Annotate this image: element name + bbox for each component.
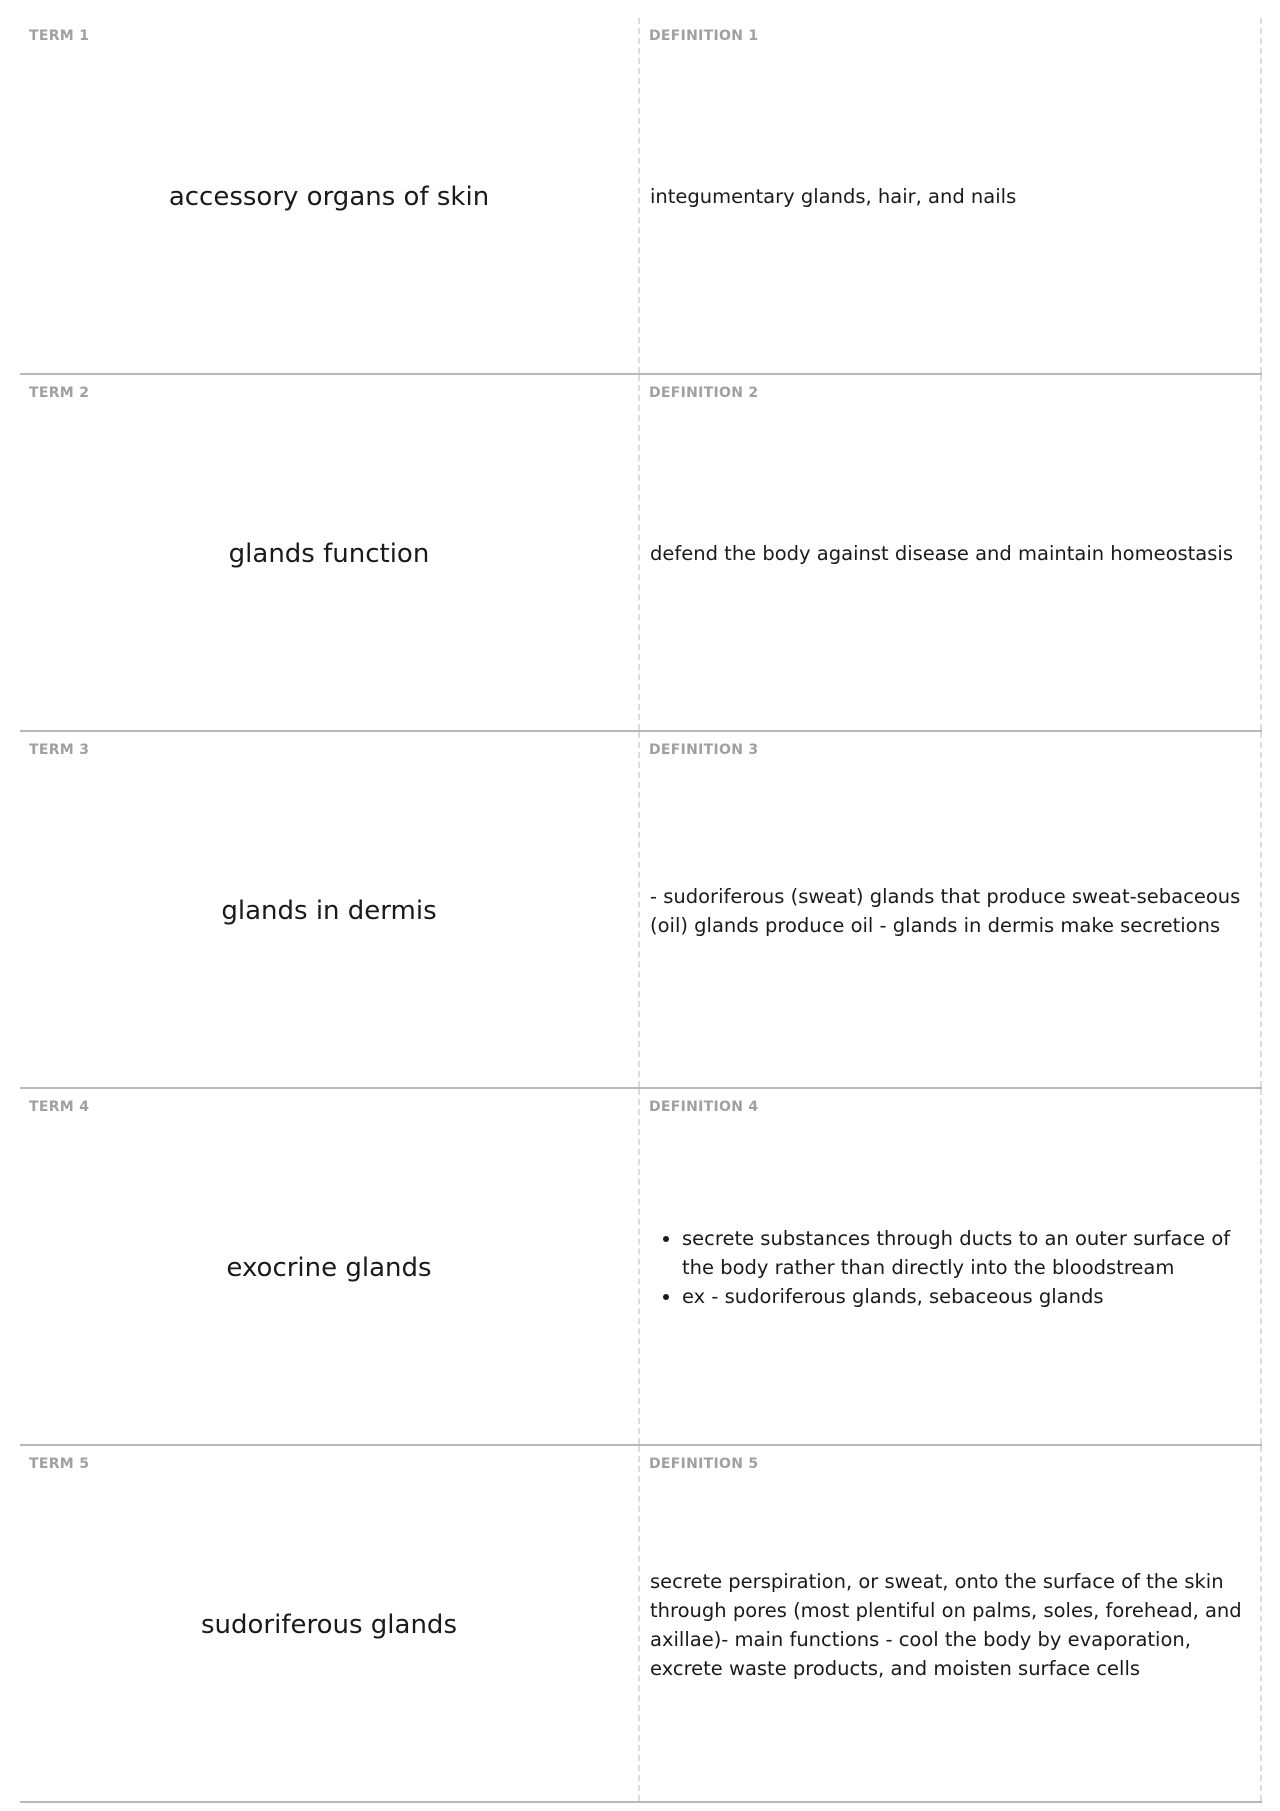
definition-label: DEFINITION 1 — [649, 28, 759, 44]
term-cell — [20, 1446, 640, 1801]
definition-paragraph: defend the body against disease and maintain homeostasis — [650, 542, 1233, 565]
flashcard-row — [20, 375, 1262, 732]
term-label: TERM 3 — [29, 742, 90, 758]
definition-cell — [640, 1089, 1262, 1444]
flashcard-sheet — [20, 18, 1262, 1803]
definition-label: DEFINITION 3 — [649, 742, 759, 758]
definition-cell — [640, 732, 1262, 1087]
term-text: glands function — [228, 538, 430, 569]
definition-label: DEFINITION 2 — [649, 385, 759, 401]
flashcard-row — [20, 1089, 1262, 1446]
definition-text — [650, 732, 1246, 1087]
term-text: sudoriferous glands — [200, 1609, 457, 1640]
definition-paragraph: secrete perspiration, or sweat, onto the surface of the skin through pores (most plentiful on palms, soles, forehead, and axillae)- main functions - cool the body by evaporation, excrete waste products, and moisten surface cells — [650, 1569, 1242, 1680]
term-text: glands in dermis — [221, 895, 437, 926]
definition-bullet: • ex - sudoriferous glands, sebaceous glands — [682, 1282, 1246, 1311]
flashcard-row — [20, 732, 1262, 1089]
term-cell — [20, 18, 640, 373]
term-label: TERM 1 — [29, 28, 90, 44]
definition-bullet: • secrete substances through ducts to an outer surface of the body rather than directly into the bloodstream — [682, 1224, 1246, 1282]
term-label: TERM 4 — [29, 1099, 90, 1115]
definition-cell — [640, 18, 1262, 373]
definition-text — [650, 1089, 1246, 1444]
term-cell — [20, 732, 640, 1087]
term-label: TERM 2 — [29, 385, 90, 401]
definition-cell — [640, 375, 1262, 730]
flashcard-row — [20, 1446, 1262, 1803]
definition-label: DEFINITION 5 — [649, 1456, 759, 1472]
flashcard-row — [20, 18, 1262, 375]
term-cell — [20, 375, 640, 730]
definition-text — [650, 375, 1246, 730]
definition-text — [650, 18, 1246, 373]
definition-text — [650, 1446, 1246, 1801]
definition-cell — [640, 1446, 1262, 1801]
term-cell — [20, 1089, 640, 1444]
term-text: accessory organs of skin — [168, 181, 490, 212]
definition-label: DEFINITION 4 — [649, 1099, 759, 1115]
definition-paragraph: - sudoriferous (sweat) glands that produce sweat-sebaceous (oil) glands produce oil - glands in dermis make secretions — [650, 884, 1241, 937]
definition-bullet-list — [650, 1224, 1246, 1311]
definition-paragraph: integumentary glands, hair, and nails — [650, 185, 1017, 208]
term-label: TERM 5 — [29, 1456, 90, 1472]
term-text: exocrine glands — [226, 1252, 432, 1283]
